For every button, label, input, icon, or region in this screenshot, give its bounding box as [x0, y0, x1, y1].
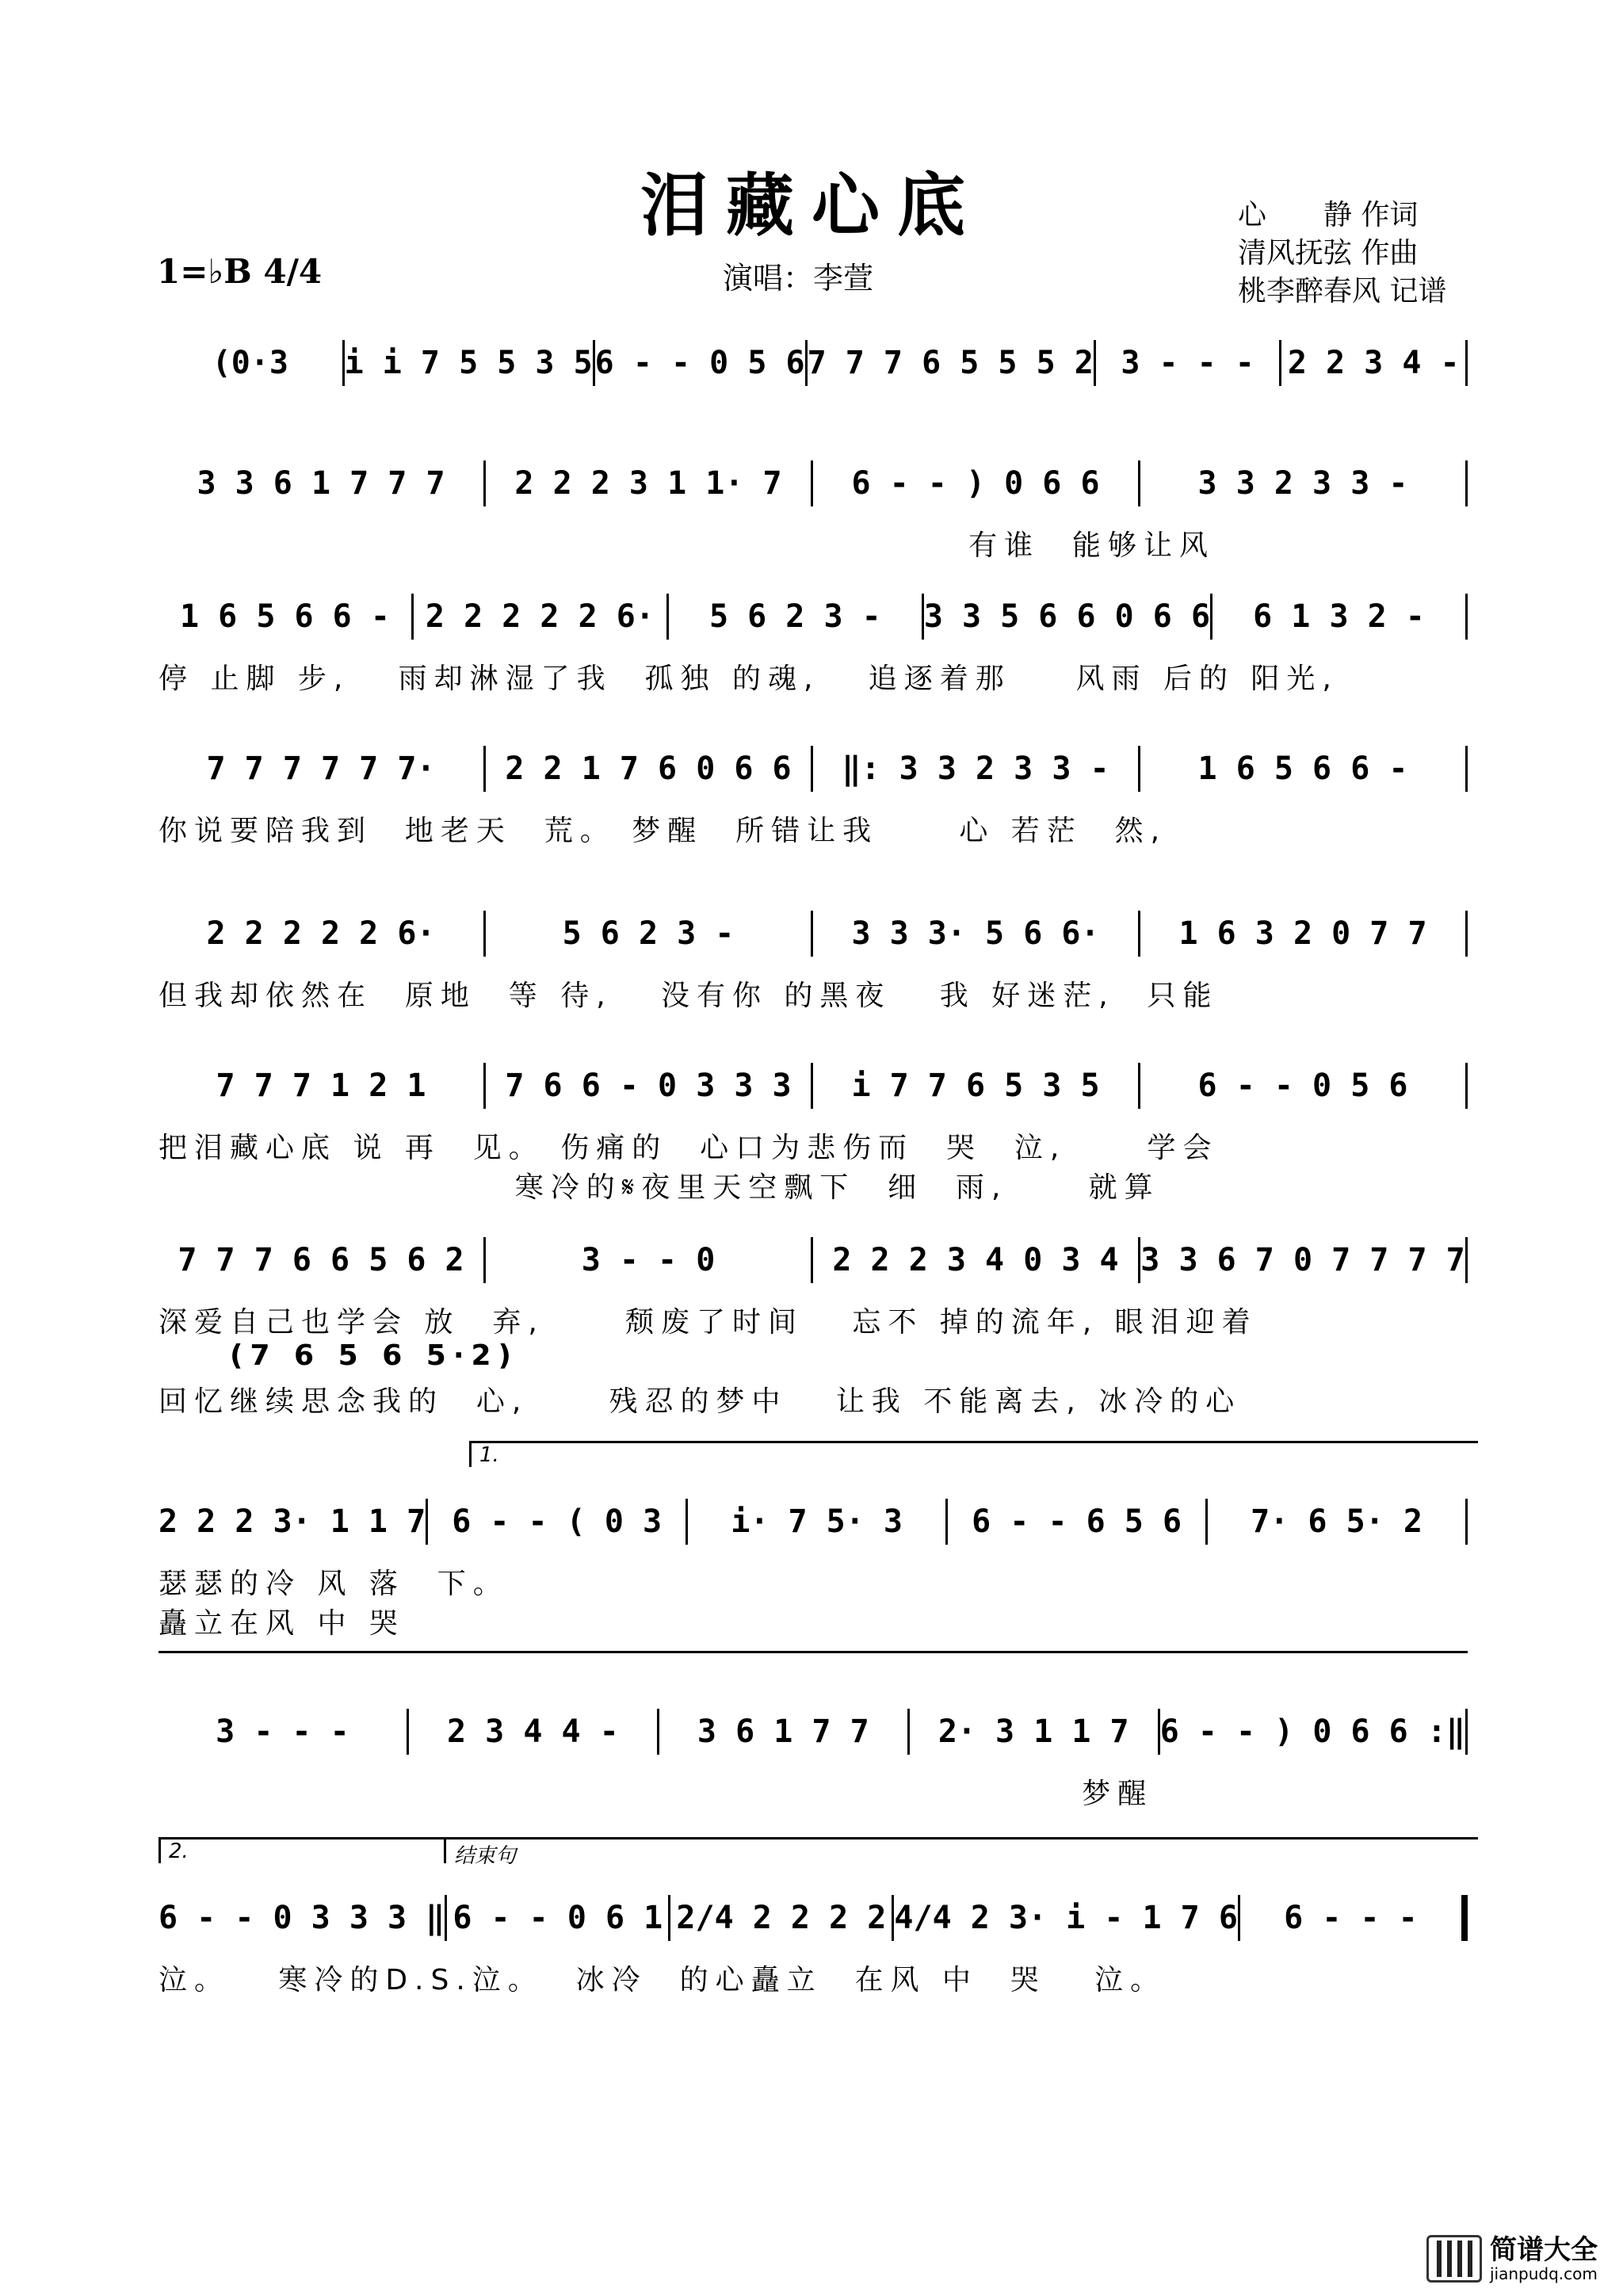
measure: 3 3 5 6 6 0 6 6 [923, 598, 1211, 635]
barline [1465, 1063, 1468, 1109]
measure: 3 - - 0 [581, 1242, 716, 1278]
measure: ‖: 3 3 2 3 3 - [842, 751, 1109, 787]
lyric-line: 把泪藏心底 说 再 见。 伤痛的 心口为悲伤而 哭 泣, 学会 [158, 1132, 1219, 1164]
measure: 2 2 2 2 2 6· [425, 598, 655, 635]
measure: 2 2 2 3· 1 1 7 [158, 1503, 426, 1540]
lyric-line-2: 回忆继续思念我的 心, 残忍的梦中 让我 不能离去, 冰冷的心 [158, 1385, 1242, 1418]
barline [1465, 340, 1468, 386]
measure: 6 1 3 2 - [1253, 598, 1425, 635]
alternate-notes: (7 6 5 6 5·2) [230, 1339, 519, 1372]
score-system [158, 593, 1468, 640]
barline [1465, 1499, 1468, 1545]
measure: 7 7 7 6 5 5 5 2 [807, 345, 1094, 381]
measure: 2 2 3 4 - [1287, 345, 1460, 381]
measure: 2 3 4 4 - [447, 1713, 619, 1750]
barline [1465, 594, 1468, 640]
measure: 2· 3 1 1 7 [938, 1713, 1129, 1750]
measure: 2 2 2 3 4 0 3 4 [832, 1242, 1119, 1278]
lyric-line: 深爱自己也学会 放 弃, 颓废了时间 忘不 掉的流年, 眼泪迎着 [158, 1306, 1258, 1339]
site-logo[interactable] [1426, 2235, 1598, 2283]
measure: 6 - - 0 5 6 [594, 345, 805, 381]
volta-continuation-line [158, 1651, 1468, 1653]
measure: i i 7 5 5 3 5 [344, 345, 593, 381]
barline [1465, 1237, 1468, 1283]
measure: 3 3 3· 5 6 6· [851, 915, 1100, 952]
lyric-line-2: 寒冷的𝄋夜里天空飘下 细 雨, 就算 [158, 1171, 1160, 1204]
measure: (0·3 [212, 345, 288, 381]
measure: 6 - - ) 0 6 6 [851, 465, 1100, 502]
measure: i· 7 5· 3 [731, 1503, 903, 1540]
measure: 5 6 2 3 - [708, 598, 881, 635]
measure: 6 - - 6 5 6 [972, 1503, 1182, 1540]
volta-bracket: 2. [158, 1837, 448, 1863]
measure: 2/4 2 2 2 2 [676, 1900, 887, 1936]
lyric-line: 有谁 能够让风 [158, 529, 1216, 562]
measure: 3 6 1 7 7 [697, 1713, 869, 1750]
score-system [158, 460, 1468, 507]
lyric-line: 停 止脚 步, 雨却淋湿了我 孤独 的魂, 追逐着那 风雨 后的 阳光, [158, 663, 1338, 695]
measure: 4/4 2 3· i - 1 7 6 [894, 1900, 1238, 1936]
score-system [158, 1894, 1468, 1942]
measure: 7 7 7 6 6 5 6 2 [178, 1242, 464, 1278]
score-system [158, 910, 1468, 957]
score-system [158, 1708, 1468, 1755]
measure: i 7 7 6 5 3 5 [851, 1068, 1100, 1104]
measure: 7 6 6 - 0 3 3 3 [505, 1068, 792, 1104]
measure: 5 6 2 3 - [562, 915, 735, 952]
lyric-line: 你说要陪我到 地老天 荒。 梦醒 所错让我 心 若茫 然, [158, 815, 1167, 847]
measure: 3 - - - [1121, 345, 1254, 381]
measure: 3 - - - [216, 1713, 349, 1750]
singer-credit: 演唱：李萱 [723, 261, 874, 296]
measure: 1 6 3 2 0 7 7 [1178, 915, 1427, 952]
measure: 6 - - - [1284, 1900, 1418, 1936]
measure: 6 - - 0 5 6 [1197, 1068, 1408, 1104]
song-title: 泪藏心底 [640, 166, 983, 246]
barline [1465, 1709, 1468, 1755]
lyric-line: 泣。 寒冷的D.S.泣。 冰冷 的心矗立 在风 中 哭 泣。 [158, 1964, 1167, 1996]
lyric-line-2: 矗立在风 中 哭 [158, 1607, 405, 1640]
score-system [158, 1498, 1468, 1545]
credits [1238, 197, 1446, 311]
score-system [158, 745, 1468, 793]
measure: 1 6 5 6 6 - [180, 598, 390, 635]
piano-icon [1426, 2235, 1482, 2283]
measure: 3 3 6 1 7 7 7 [197, 465, 445, 502]
score-system [158, 339, 1468, 387]
measure: 6 - - 0 3 3 3 ‖ [158, 1900, 445, 1936]
volta-bracket: 1. [469, 1441, 1478, 1467]
measure: 7 7 7 7 7 7· [206, 751, 436, 787]
measure: 7· 6 5· 2 [1251, 1503, 1423, 1540]
measure: 2 2 2 2 2 6· [206, 915, 436, 952]
measure: 1 6 5 6 6 - [1197, 751, 1408, 787]
measure: 6 - - 0 6 1 [453, 1900, 663, 1936]
measure: 3 3 6 7 0 7 7 7 7 [1140, 1242, 1465, 1278]
lyric-line: 瑟瑟的冷 风 落 下。 [158, 1568, 509, 1600]
measure: 2 2 1 7 6 0 6 6 [505, 751, 792, 787]
lyricist-credit: 心 静 作词 [1238, 199, 1419, 231]
barline [1461, 1895, 1468, 1941]
transcriber-credit: 桃李醉春风 记谱 [1238, 275, 1447, 308]
logo-url: jianpudq.com [1490, 2264, 1598, 2283]
score-system [158, 1062, 1468, 1110]
measure: 2 2 2 3 1 1· 7 [514, 465, 782, 502]
barline [1465, 746, 1468, 792]
measure: 3 3 2 3 3 - [1197, 465, 1408, 502]
lyric-line: 梦醒 [158, 1778, 1154, 1810]
score-system [158, 1236, 1468, 1284]
lyric-line: 但我却依然在 原地 等 待, 没有你 的黑夜 我 好迷茫, 只能 [158, 980, 1219, 1012]
logo-name: 简谱大全 [1490, 2234, 1598, 2266]
key-signature: 1=♭B 4/4 [157, 252, 323, 291]
barline [1465, 460, 1468, 506]
barline [1465, 911, 1468, 957]
measure: 6 - - ) 0 6 6 :‖ [1159, 1713, 1465, 1750]
composer-credit: 清风抚弦 作曲 [1238, 237, 1419, 269]
ending-bracket: 结束句 [444, 1837, 1478, 1863]
measure: 7 7 7 1 2 1 [216, 1068, 426, 1104]
measure: 6 - - ( 0 3 [452, 1503, 663, 1540]
